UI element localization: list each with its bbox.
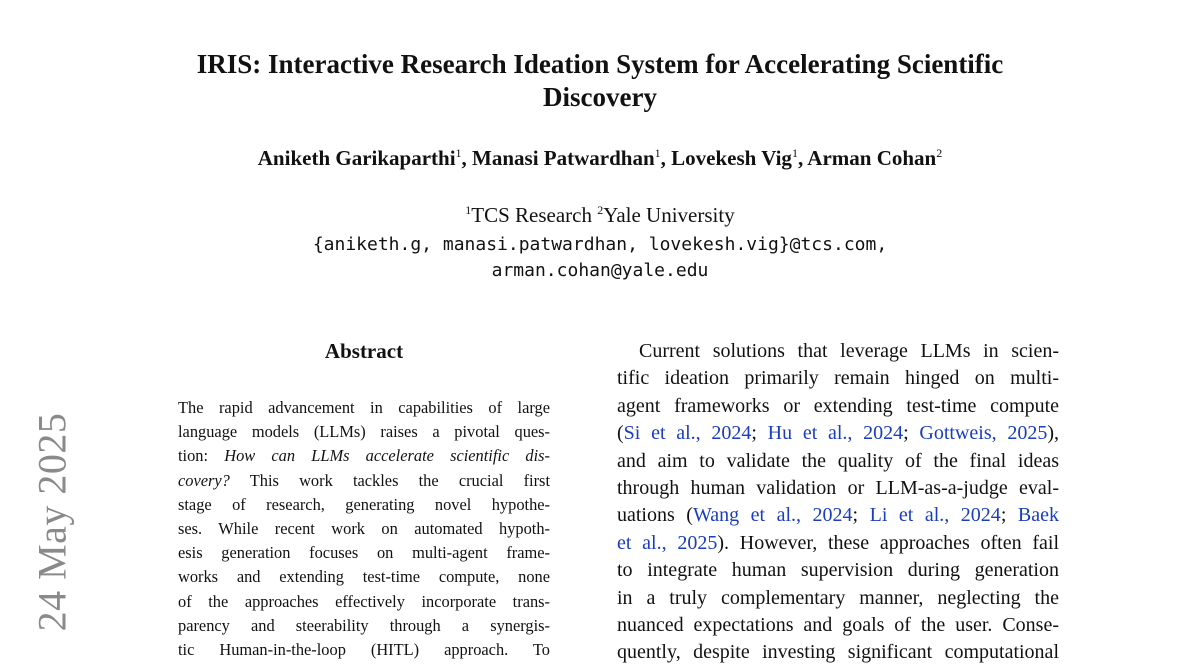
paper-title bbox=[150, 48, 1050, 114]
author-affil-mark: 1 bbox=[455, 146, 462, 160]
abstract-text-fragment: This work tackles the crucial first bbox=[229, 470, 550, 490]
author-affil-mark: 1 bbox=[791, 146, 798, 160]
author-emails bbox=[150, 232, 1050, 284]
citation-link[interactable]: Li et al., 2024 bbox=[869, 504, 1001, 527]
intro-line: nuanced expectations and goals of the user. Conse- bbox=[617, 614, 1059, 637]
abstract-text-fragment: tion: bbox=[178, 446, 225, 466]
citation-separator: ; bbox=[1000, 504, 1018, 527]
author-name: Arman Cohan bbox=[807, 146, 937, 170]
affil-mark: 1 bbox=[465, 203, 472, 217]
intro-line: quently, despite investing significant computational bbox=[617, 641, 1059, 664]
intro-text-fragment: ). However, these approaches often fail bbox=[717, 531, 1060, 554]
abstract-line bbox=[178, 444, 550, 468]
intro-line: to integrate human supervision during generation bbox=[617, 559, 1059, 582]
abstract-line: language models (LLMs) raises a pivotal ques- bbox=[178, 422, 550, 442]
paren: ( bbox=[617, 422, 624, 445]
intro-line bbox=[617, 502, 1059, 529]
affil-name: Yale University bbox=[603, 203, 735, 227]
intro-line: agent frameworks or extending test-time compute bbox=[617, 394, 1059, 417]
email-line-2: arman.cohan@yale.edu bbox=[491, 260, 709, 281]
research-question: covery? bbox=[178, 470, 230, 490]
intro-line bbox=[617, 420, 1059, 447]
affiliations bbox=[150, 202, 1050, 228]
citation-link[interactable]: Si et al., 2024 bbox=[623, 422, 752, 445]
arxiv-date-text: 24 May 2025 bbox=[29, 412, 75, 632]
citation-separator: ; bbox=[751, 422, 768, 445]
citation-separator: ; bbox=[903, 422, 920, 445]
intro-line: through human validation or LLM-as-a-judge eval- bbox=[617, 477, 1059, 500]
arxiv-date-stamp bbox=[28, 410, 76, 634]
author-affil-mark: 1 bbox=[654, 146, 661, 160]
title-line-1: IRIS: Interactive Research Ideation System for Accelerating Scientific bbox=[196, 49, 1004, 79]
abstract-line: works and extending test-time compute, none bbox=[178, 567, 550, 587]
title-line-2: Discovery bbox=[543, 82, 657, 112]
affil-mark: 2 bbox=[597, 203, 604, 217]
abstract-line: of the approaches effectively incorporate trans- bbox=[178, 591, 550, 611]
abstract-line bbox=[178, 469, 550, 493]
abstract-line: ses. While recent work on automated hypoth- bbox=[178, 519, 550, 539]
citation-link[interactable]: Wang et al., 2024 bbox=[692, 504, 853, 527]
intro-line: and aim to validate the quality of the final ideas bbox=[617, 449, 1059, 472]
citation-link[interactable]: et al., 2025 bbox=[617, 531, 718, 554]
intro-line: tific ideation primarily remain hinged on multi- bbox=[617, 367, 1059, 390]
citation-link[interactable]: Gottweis, 2025 bbox=[919, 422, 1048, 445]
intro-line bbox=[617, 530, 1059, 557]
paren: ), bbox=[1047, 422, 1060, 445]
author-name: Lovekesh Vig bbox=[671, 146, 792, 170]
affil-name: TCS Research bbox=[471, 203, 593, 227]
abstract-line: esis generation focuses on multi-agent frame- bbox=[178, 543, 550, 563]
abstract-line: parency and steerability through a synergis- bbox=[178, 615, 550, 635]
citation-separator: ; bbox=[852, 504, 870, 527]
intro-text-fragment: uations ( bbox=[617, 504, 693, 527]
abstract-line: tic Human-in-the-loop (HITL) approach. To bbox=[178, 640, 550, 660]
abstract-text bbox=[178, 396, 550, 660]
author-affil-mark: 2 bbox=[936, 146, 943, 160]
author-name: Manasi Patwardhan bbox=[472, 146, 655, 170]
abstract-line: stage of research, generating novel hypothe- bbox=[178, 494, 550, 514]
citation-link[interactable]: Baek bbox=[1017, 504, 1059, 527]
intro-line: Current solutions that leverage LLMs in scien- bbox=[639, 340, 1059, 362]
introduction-text bbox=[617, 338, 1060, 664]
abstract-line: The rapid advancement in capabilities of large bbox=[178, 398, 550, 417]
abstract-heading: Abstract bbox=[324, 339, 404, 363]
intro-line: in a truly complementary manner, neglecting the bbox=[617, 586, 1059, 609]
citation-link[interactable]: Hu et al., 2024 bbox=[767, 422, 904, 445]
author-list: Aniketh Garikaparthi$^1$, Manasi Patwardhan$^1$, Lovekesh Vig$^1$, Arman Cohan$^2$ bbox=[257, 146, 943, 170]
email-line-1: {aniketh.g, manasi.patwardhan, lovekesh.vig}@tcs.com, bbox=[312, 234, 888, 255]
author-name: Aniketh Garikaparthi bbox=[257, 146, 456, 170]
research-question: How can LLMs accelerate scientific dis- bbox=[224, 446, 550, 466]
